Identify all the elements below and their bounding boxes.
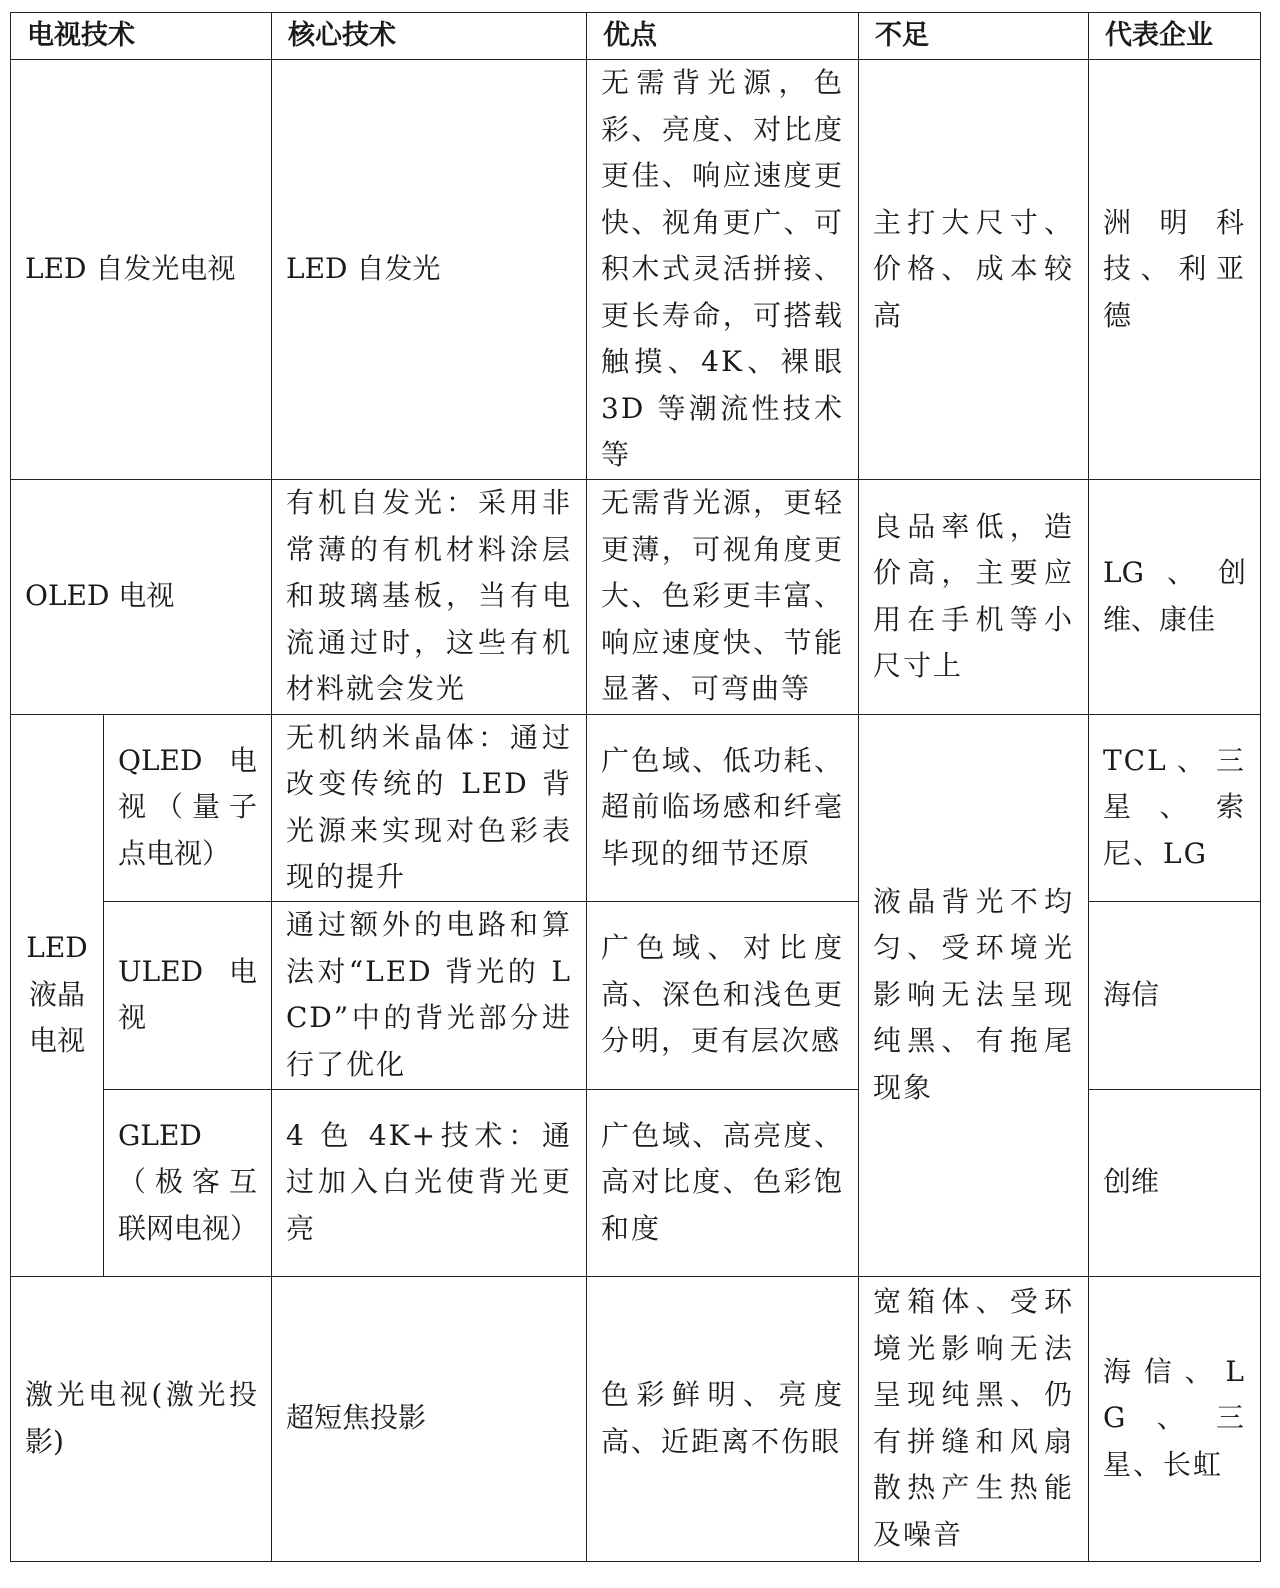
cell-pros: 广色域、对比度高、深色和浅色更分明，更有层次感	[587, 901, 859, 1089]
header-core-tech: 核心技术	[272, 13, 587, 60]
table-row-oled	[11, 479, 1261, 714]
cell-companies: LG、创维、康佳	[1089, 479, 1261, 714]
cell-tech: 激光电视(激光投影)	[11, 1276, 272, 1561]
header-row	[11, 13, 1261, 60]
tv-tech-comparison-table	[10, 12, 1261, 1562]
cell-core: 无机纳米晶体：通过改变传统的 LED 背光源来实现对色彩表现的提升	[272, 714, 587, 901]
cell-companies: TCL、三星、索尼、LG	[1089, 714, 1261, 901]
cell-pros: 广色域、低功耗、超前临场感和纤毫毕现的细节还原	[587, 714, 859, 901]
cell-companies: 创维	[1089, 1089, 1261, 1276]
cell-pros: 色彩鲜明、亮度高、近距离不伤眼	[587, 1276, 859, 1561]
cell-core: LED 自发光	[272, 60, 587, 480]
cell-tech: LED 自发光电视	[11, 60, 272, 480]
header-tv-tech: 电视技术	[11, 13, 272, 60]
cell-cons: 良品率低，造价高，主要应用在手机等小尺寸上	[859, 479, 1089, 714]
header-companies: 代表企业	[1089, 13, 1261, 60]
cell-pros: 无需背光源，更轻更薄，可视角度更大、色彩更丰富、响应速度快、节能显著、可弯曲等	[587, 479, 859, 714]
cell-cons-shared: 液晶背光不均匀、受环境光影响无法呈现纯黑、有拖尾现象	[859, 714, 1089, 1276]
cell-tech: QLED 电视（量子点电视）	[104, 714, 272, 901]
cell-core: 超短焦投影	[272, 1276, 587, 1561]
cell-core: 有机自发光：采用非常薄的有机材料涂层和玻璃基板，当有电流通过时，这些有机材料就会发光	[272, 479, 587, 714]
cell-tech: GLED（极客互联网电视）	[104, 1089, 272, 1276]
table-row-qled	[11, 714, 1261, 901]
cell-pros: 无需背光源，色彩、亮度、对比度更佳、响应速度更快、视角更广、可积木式灵活拼接、更长寿命，可搭载触摸、4K、裸眼 3D 等潮流性技术等	[587, 60, 859, 480]
cell-companies: 洲明科技、利亚德	[1089, 60, 1261, 480]
cell-companies: 海信	[1089, 901, 1261, 1089]
table-row-led-self	[11, 60, 1261, 480]
cell-tech: ULED 电视	[104, 901, 272, 1089]
cell-core: 通过额外的电路和算法对“LED 背光的 LCD”中的背光部分进行了优化	[272, 901, 587, 1089]
cell-group-lcd: LED液晶电视	[11, 714, 104, 1276]
cell-tech: OLED 电视	[11, 479, 272, 714]
cell-pros: 广色域、高亮度、高对比度、色彩饱和度	[587, 1089, 859, 1276]
header-pros: 优点	[587, 13, 859, 60]
header-cons: 不足	[859, 13, 1089, 60]
cell-core: 4 色 4K+技术：通过加入白光使背光更亮	[272, 1089, 587, 1276]
cell-cons: 主打大尺寸、价格、成本较高	[859, 60, 1089, 480]
cell-cons: 宽箱体、受环境光影响无法呈现纯黑、仍有拼缝和风扇散热产生热能及噪音	[859, 1276, 1089, 1561]
cell-companies: 海信、LG、三星、长虹	[1089, 1276, 1261, 1561]
table-row-laser	[11, 1276, 1261, 1561]
